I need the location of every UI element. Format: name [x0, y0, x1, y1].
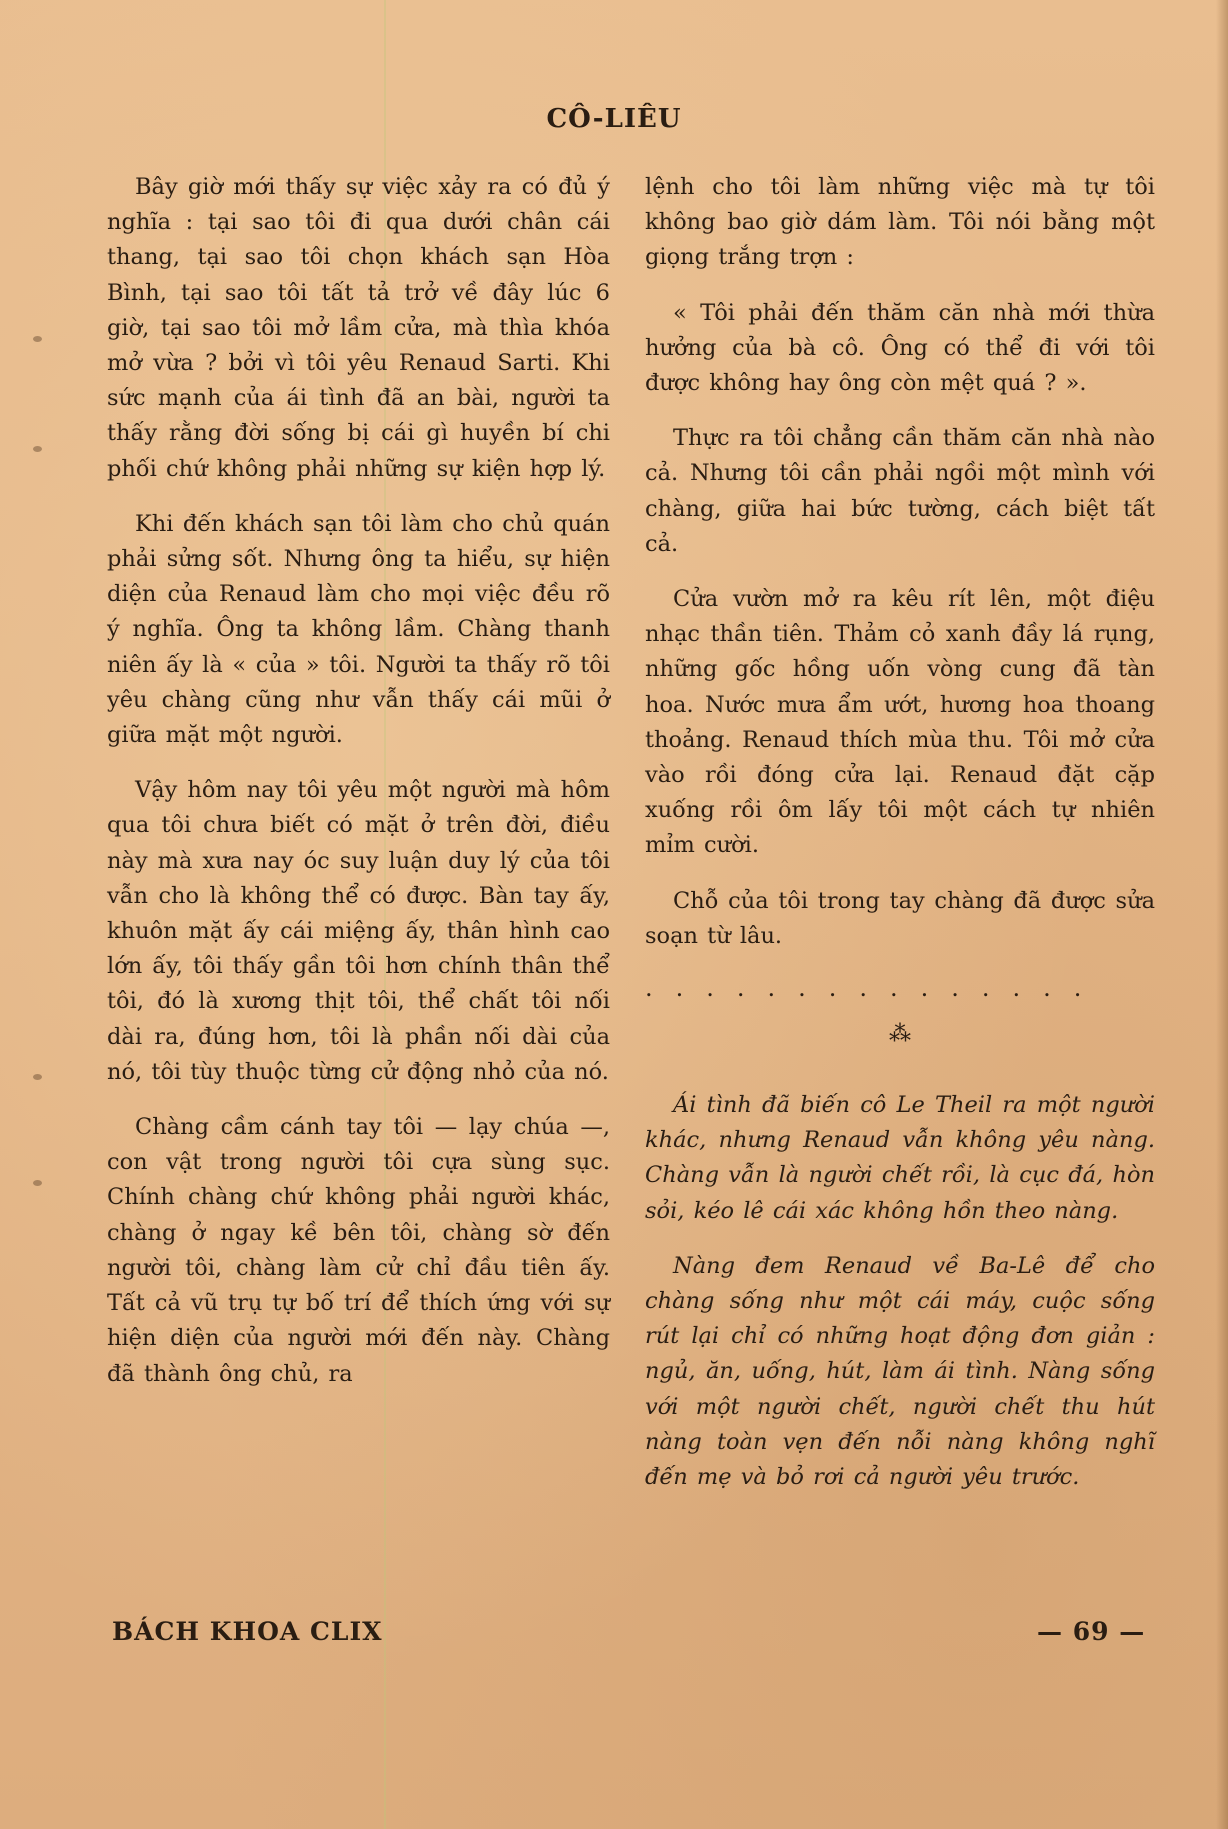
asterism-separator: ⁂	[889, 1022, 911, 1048]
footer-publication-name: BÁCH KHOA CLIX	[112, 1617, 383, 1646]
body-paragraph: Vậy hôm nay tôi yêu một người mà hôm qua tôi chưa biết có mặt ở trên đời, điều này mà xưa nay óc suy luận duy lý của tôi vẫn cho là không thể có được. Bàn tay ấy, khuôn mặt ấy cái miệng ấy, thân hình cao lớn ấy, tôi thấy gần tôi hơn chính thân thể tôi, đó là xương thịt tôi, thể chất tôi nối dài ra, đúng hơn, tôi là phần nối dài của nó, tôi tùy thuộc từng cử động nhỏ của nó.	[107, 777, 610, 1085]
punch-hole-mark	[33, 446, 42, 452]
dotted-separator: ...............	[645, 974, 1105, 1003]
footer-page-number: — 69 —	[1037, 1617, 1146, 1646]
paper-edge-shadow	[1216, 0, 1228, 1829]
body-paragraph: Chàng cầm cánh tay tôi — lạy chúa —, con vật trong người tôi cựa sùng sục. Chính chàng chứ không phải người khác, chàng ở ngay kề bên tôi, chàng sờ đến người tôi, chàng làm cử chỉ đầu tiên ấy. Tất cả vũ trụ tự bố trí để thích ứng với sự hiện diện của người mới đến này. Chàng đã thành ông chủ, ra	[107, 1114, 610, 1387]
quoted-dialogue-paragraph: « Tôi phải đến thăm căn nhà mới thừa hưởng của bà cô. Ông có thể đi với tôi được không hay ông còn mệt quá ? ».	[645, 299, 1155, 397]
right-text-column	[645, 170, 1155, 1515]
body-paragraph: Khi đến khách sạn tôi làm cho chủ quán phải sửng sốt. Nhưng ông ta hiểu, sự hiện diện của Renaud làm cho mọi việc đều rõ ý nghĩa. Ông ta không lầm. Chàng thanh niên ấy là « của » tôi. Người ta thấy rõ tôi yêu chàng cũng như vẫn thấy cái mũi ở giữa mặt một người.	[107, 510, 610, 749]
left-text-column	[107, 170, 610, 1412]
italic-summary-paragraph: Ái tình đã biến cô Le Theil ra một người khác, nhưng Renaud vẫn không yêu nàng. Chàng vẫn là người chết rồi, là cục đá, hòn sỏi, kéo lê cái xác không hồn theo nàng.	[645, 1092, 1155, 1224]
continued-paragraph: lệnh cho tôi làm những việc mà tự tôi không bao giờ dám làm. Tôi nói bằng một giọng trắng trợn :	[645, 174, 1155, 271]
punch-hole-mark	[33, 1074, 42, 1080]
body-paragraph: Cửa vườn mở ra kêu rít lên, một điệu nhạc thần tiên. Thảm cỏ xanh đầy lá rụng, những gốc hồng uốn vòng cung đã tàn hoa. Nước mưa ẩm ướt, hương hoa thoang thoảng. Renaud thích mùa thu. Tôi mở cửa vào rồi đóng cửa lại. Renaud đặt cặp xuống rồi ôm lấy tôi một cách tự nhiên mỉm cười.	[645, 586, 1155, 859]
running-header-title: CÔ-LIÊU	[546, 104, 682, 134]
italic-summary-paragraph: Nàng đem Renaud về Ba-Lê để cho chàng sống như một cái máy, cuộc sống rút lại chỉ có những hoạt động đơn giản : ngủ, ăn, uống, hút, làm ái tình. Nàng sống với một người chết, người chết thu hút nàng toàn vẹn đến nỗi nàng không nghĩ đến mẹ và bỏ rơi cả người yêu trước.	[645, 1252, 1155, 1491]
body-paragraph: Bây giờ mới thấy sự việc xảy ra có đủ ý nghĩa : tại sao tôi đi qua dưới chân cái thang, tại sao tôi chọn khách sạn Hòa Bình, tại sao tôi tất tả trở về đây lúc 6 giờ, tại sao tôi mở lầm cửa, mà thìa khóa mở vừa ? bởi vì tôi yêu Renaud Sarti. Khi sức mạnh của ái tình đã an bài, người ta thấy rằng đời sống bị cái gì huyền bí chi phối chứ không phải những sự kiện hợp lý.	[107, 174, 610, 482]
body-paragraph: Thực ra tôi chẳng cần thăm căn nhà nào cả. Nhưng tôi cần phải ngồi một mình với chàng, giữa hai bức tường, cách biệt tất cả.	[645, 425, 1155, 557]
punch-hole-mark	[33, 1180, 42, 1186]
body-paragraph: Chỗ của tôi trong tay chàng đã được sửa soạn từ lâu.	[645, 887, 1155, 949]
punch-hole-mark	[33, 336, 42, 342]
